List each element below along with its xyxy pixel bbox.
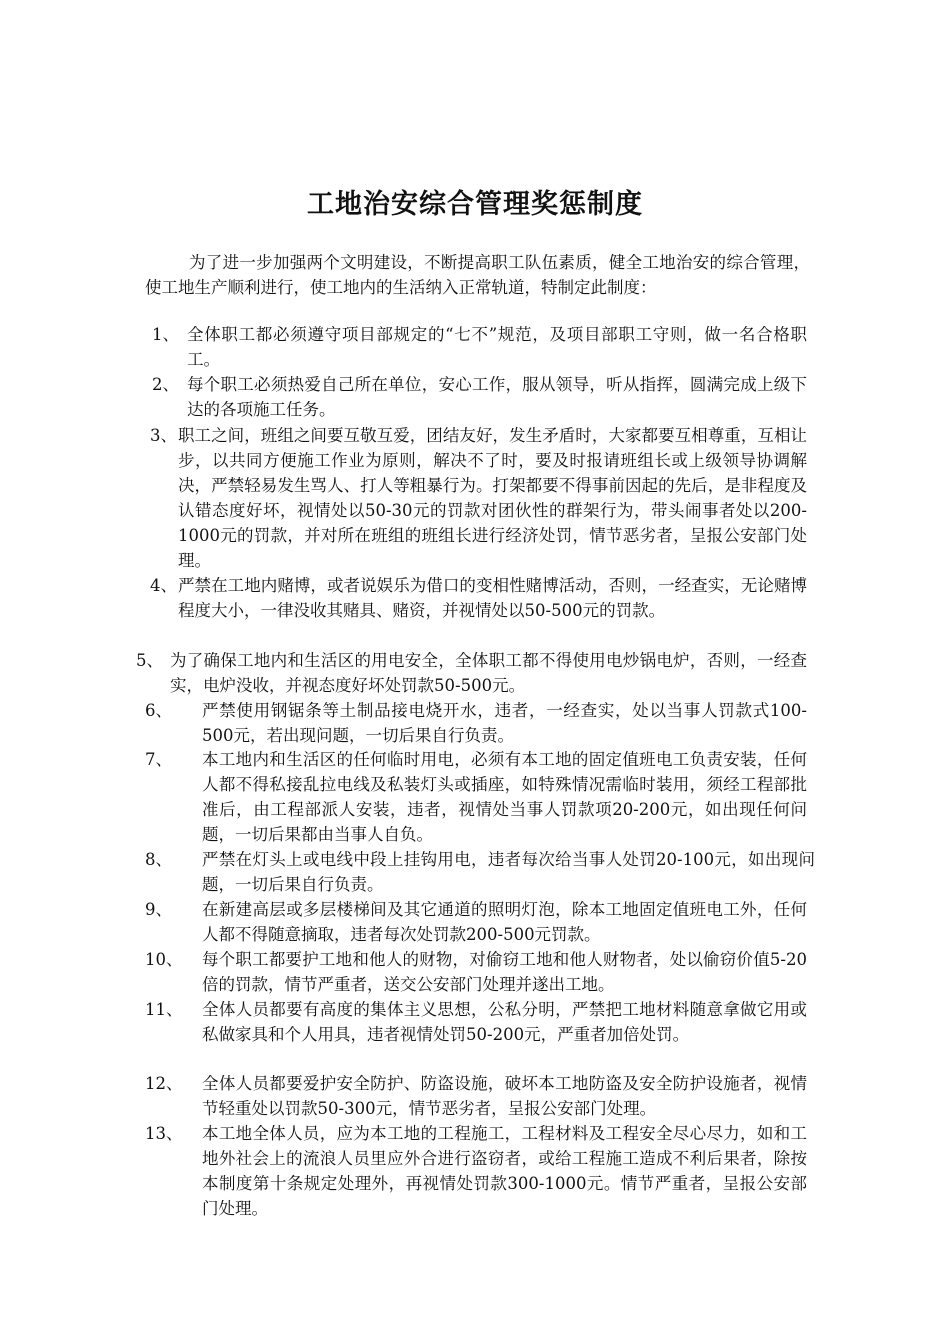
item-text: 全体职工都必须遵守项目部规定的“七不”规范，及项目部职工守则，做一名合格职工。 bbox=[187, 325, 807, 369]
list-item bbox=[152, 322, 807, 372]
item-number: 4、 bbox=[150, 576, 177, 595]
list-item bbox=[145, 897, 807, 947]
list-item bbox=[145, 847, 815, 897]
item-number: 9、 bbox=[145, 900, 172, 919]
list-item bbox=[145, 1071, 807, 1121]
list-item bbox=[145, 997, 807, 1047]
item-number: 10、 bbox=[145, 950, 183, 969]
list-item bbox=[145, 1121, 807, 1221]
item-number: 1、 bbox=[152, 325, 179, 344]
item-text: 为了确保工地内和生活区的用电安全，全体职工都不得使用电炒锅电炉，否则，一经查实，电炉没收，并视态度好坏处罚款50-500元。 bbox=[170, 651, 807, 695]
list-item bbox=[152, 372, 807, 422]
item-text: 本工地内和生活区的任何临时用电，必须有本工地的固定值班电工负责安装，任何人都不得私接乱拉电线及私装灯头或插座，如特殊情况需临时装用，须经工程部批准后，由工程部派人安装，违者，视情处当事人罚款项20-200元，如出现任何问题，一切后果都由当事人自负。 bbox=[202, 750, 807, 844]
item-text: 职工之间，班组之间要互敬互爱，团结友好，发生矛盾时，大家都要互相尊重，互相让步，以共同方便施工作业为原则，解决不了时，要及时报请班组长或上级领导协调解决，严禁轻易发生骂人、打人等粗暴行为。打架都要不得事前因起的先后，是非程度及认错态度好坏，视情处以50-30元的罚款对团伙性的群架行为，带头闹事者处以200-1000元的罚款，并对所在班组的班组长进行经济处罚，情节恶劣者，呈报公安部门处理。 bbox=[178, 426, 807, 570]
item-text: 严禁在灯头上或电线中段上挂钩用电，违者每次给当事人处罚20-100元，如出现问题，一切后果自行负责。 bbox=[202, 850, 815, 894]
item-text: 全体人员都要有高度的集体主义思想，公私分明，严禁把工地材料随意拿做它用或私做家具和个人用具，违者视情处罚50-200元，严重者加倍处罚。 bbox=[202, 1000, 807, 1044]
item-number: 7、 bbox=[145, 750, 172, 769]
list-item bbox=[150, 423, 807, 573]
item-number: 6、 bbox=[145, 701, 172, 720]
list-item bbox=[145, 947, 807, 997]
document-title: 工地治安综合管理奖惩制度 bbox=[307, 189, 643, 220]
item-number: 3、 bbox=[150, 426, 177, 445]
item-number: 11、 bbox=[145, 1000, 183, 1019]
item-number: 12、 bbox=[145, 1074, 183, 1093]
item-text: 全体人员都要爱护安全防护、防盗设施，破坏本工地防盗及安全防护设施者，视情节轻重处以罚款50-300元，情节恶劣者，呈报公安部门处理。 bbox=[202, 1074, 807, 1118]
list-item bbox=[150, 573, 807, 623]
item-number: 2、 bbox=[152, 375, 179, 394]
item-number: 13、 bbox=[145, 1124, 183, 1143]
item-text: 严禁使用钢锯条等土制品接电烧开水，违者，一经查实，处以当事人罚款式100-500元，若出现问题，一切后果自行负责。 bbox=[202, 701, 807, 745]
intro-paragraph: 为了进一步加强两个文明建设，不断提高职工队伍素质，健全工地治安的综合管理，使工地生产顺利进行，使工地内的生活纳入正常轨道，特制定此制度： bbox=[145, 253, 810, 297]
item-text: 本工地全体人员，应为本工地的工程施工，工程材料及工程安全尽心尽力，如和工地外社会上的流浪人员里应外合进行盗窃者，或给工程施工造成不利后果者，除按本制度第十条规定处理外，再视情处罚款300-1000元。情节严重者，呈报公安部门处理。 bbox=[202, 1124, 807, 1218]
list-item bbox=[145, 747, 807, 847]
item-number: 8、 bbox=[145, 850, 172, 869]
list-item bbox=[145, 698, 807, 748]
item-text: 每个职工必须热爱自己所在单位，安心工作，服从领导，听从指挥，圆满完成上级下达的各项施工任务。 bbox=[187, 375, 807, 419]
item-text: 每个职工都要护工地和他人的财物，对偷窃工地和他人财物者，处以偷窃价值5-20倍的罚款，情节严重者，送交公安部门处理并遂出工地。 bbox=[202, 950, 807, 994]
item-number: 5、 bbox=[136, 651, 163, 670]
list-item bbox=[136, 648, 807, 698]
item-text: 严禁在工地内赌博，或者说娱乐为借口的变相性赌博活动，否则，一经查实，无论赌博程度大小，一律没收其赌具、赌资，并视情处以50-500元的罚款。 bbox=[178, 576, 807, 620]
item-text: 在新建高层或多层楼梯间及其它通道的照明灯泡，除本工地固定值班电工外，任何人都不得随意摘取，违者每次处罚款200-500元罚款。 bbox=[202, 900, 807, 944]
